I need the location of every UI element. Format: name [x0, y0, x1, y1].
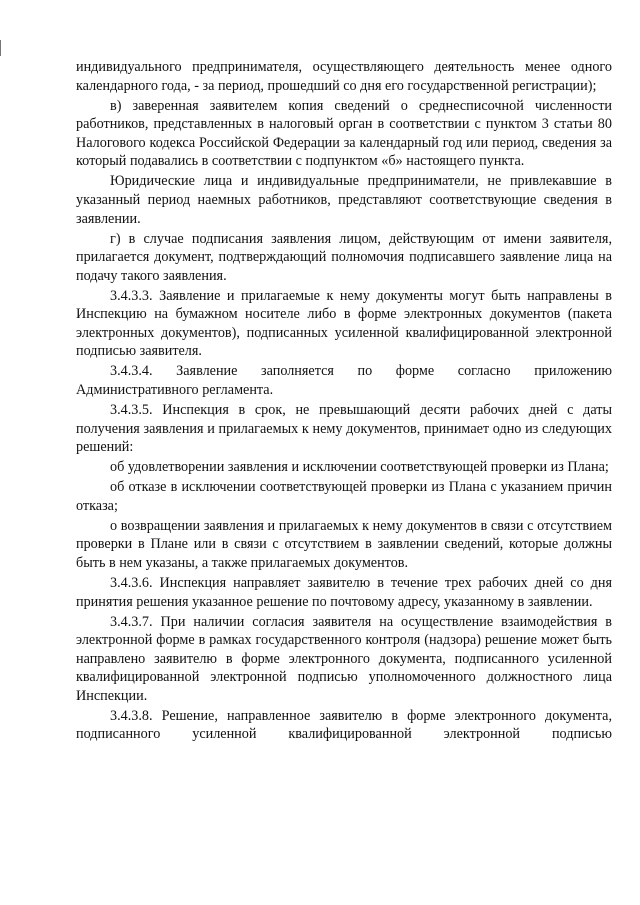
scan-edge-mark	[0, 40, 1, 56]
paragraph-1: индивидуального предпринимателя, осуществляющего деятельность менее одного календарного года, - за период, прошедший со дня его государственной регистрации);	[76, 59, 612, 94]
paragraph-6: 3.4.3.4. Заявление заполняется по форме согласно приложению Административного регламента.	[76, 363, 612, 399]
paragraph-2: в) заверенная заявителем копия сведений о среднесписочной численности работников, представленных в налоговый орган в соответствии с пунктом 3 статьи 80 Налогового кодекса Российской Федерации за календарный год или период, сведения за который подавались в соответствии с подпунктом «б» настоящего пункта.	[76, 97, 612, 170]
paragraph-12: 3.4.3.7. При наличии согласия заявителя на осуществление взаимодействия в электронной форме в рамках государственного контроля (надзора) решение может быть направлено заявителю в форме электронного документа, подписанного усиленной квалифицированной электронной подписью уполномоченного должностного лица Инспекции.	[76, 613, 612, 704]
paragraph-11: 3.4.3.6. Инспекция направляет заявителю в течение трех рабочих дней со дня принятия решения указанное решение по почтовому адресу, указанному в заявлении.	[76, 574, 612, 610]
document-page	[76, 58, 612, 745]
paragraph-9: об отказе в исключении соответствующей проверки из Плана с указанием причин отказа;	[76, 479, 612, 514]
paragraph-5: 3.4.3.3. Заявление и прилагаемые к нему документы могут быть направлены в Инспекцию на бумажном носителе либо в форме электронных документов (пакета электронных документов), подписанных усиленной квалифицированной электронной подписью заявителя.	[76, 287, 612, 360]
paragraph-8: об удовлетворении заявления и исключении соответствующей проверки из Плана;	[110, 459, 609, 476]
paragraph-7: 3.4.3.5. Инспекция в срок, не превышающий десяти рабочих дней с даты получения заявления и прилагаемых к нему документов, принимает одно из следующих решений:	[76, 402, 612, 456]
paragraph-13: 3.4.3.8. Решение, направленное заявителю в форме электронного документа, подписанного усиленной квалифицированной электронной подписью	[76, 707, 612, 743]
paragraph-3: Юридические лица и индивидуальные предприниматели, не привлекавшие в указанный период наемных работников, представляют соответствующие сведения в заявлении.	[76, 173, 612, 227]
paragraph-4: г) в случае подписания заявления лицом, действующим от имени заявителя, прилагается документ, подтверждающий полномочия подписавшего заявление лица на подачу такого заявления.	[76, 230, 612, 284]
paragraph-10: о возвращении заявления и прилагаемых к нему документов в связи с отсутствием проверки в Плане или в связи с отсутствием в заявлении сведений, которые должны быть в нем указаны, а также прилагаемых документов.	[76, 517, 612, 571]
